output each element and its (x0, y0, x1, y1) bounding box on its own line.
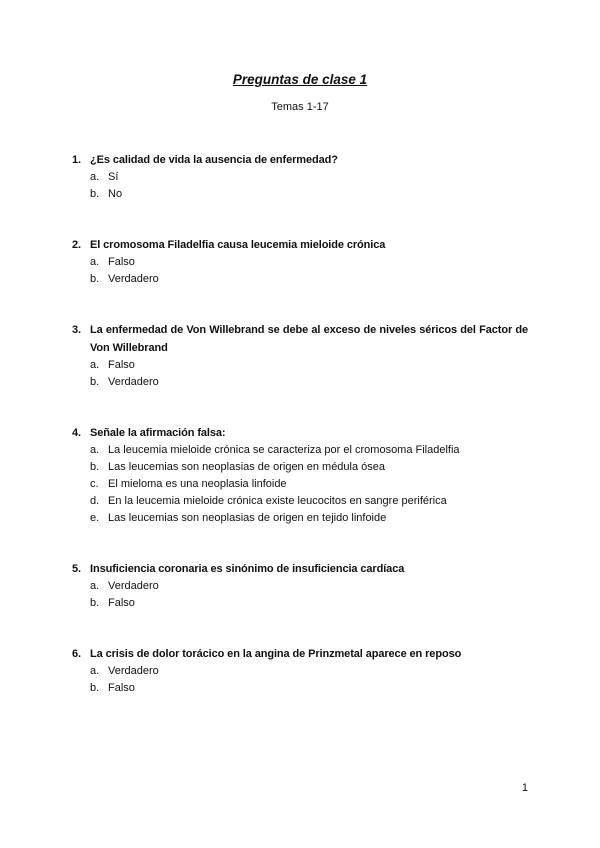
option-a (72, 254, 528, 271)
question-heading (72, 321, 528, 357)
page-number: 1 (521, 782, 528, 794)
option-text: Verdadero (108, 273, 159, 285)
question-text: El cromosoma Filadelfia causa leucemia mieloide crónica (90, 239, 386, 251)
question-number: 3. (72, 324, 81, 336)
option-letter: a. (90, 665, 100, 677)
option-a (72, 663, 528, 680)
option-text: Verdadero (108, 580, 159, 592)
question-1 (72, 151, 528, 203)
option-letter: b. (90, 682, 100, 694)
option-list (72, 442, 528, 527)
question-text: Insuficiencia coronaria es sinónimo de insuficiencia cardíaca (90, 563, 405, 575)
question-number: 4. (72, 427, 81, 439)
option-letter: c. (90, 478, 99, 490)
option-a (72, 442, 528, 459)
question-6 (72, 645, 528, 697)
option-b (72, 595, 528, 612)
option-list (72, 169, 528, 203)
question-5 (72, 560, 528, 612)
option-text: En la leucemia mieloide crónica existe leucocitos en sangre periférica (108, 495, 447, 507)
document-subtitle: Temas 1-17 (271, 101, 329, 113)
option-b (72, 271, 528, 288)
option-letter: a. (90, 359, 100, 371)
option-b (72, 680, 528, 697)
question-heading (72, 151, 528, 169)
option-letter: b. (90, 597, 100, 609)
option-list (72, 357, 528, 391)
option-letter: b. (90, 188, 100, 200)
document-title: Preguntas de clase 1 (232, 72, 368, 87)
option-letter: a. (90, 171, 100, 183)
option-letter: b. (90, 376, 100, 388)
option-text: Falso (108, 359, 135, 371)
question-number: 5. (72, 563, 81, 575)
question-3 (72, 321, 528, 391)
option-letter: a. (90, 580, 100, 592)
option-letter: b. (90, 461, 100, 473)
option-text: Verdadero (108, 665, 159, 677)
option-text: Sí (108, 171, 119, 183)
option-text: Las leucemias son neoplasias de origen en médula ósea (108, 461, 386, 473)
option-letter: a. (90, 256, 100, 268)
option-c (72, 476, 528, 493)
option-letter: a. (90, 444, 100, 456)
question-heading (72, 424, 528, 442)
option-a (72, 357, 528, 374)
question-heading (72, 560, 528, 578)
option-a (72, 578, 528, 595)
option-text: Falso (108, 597, 135, 609)
question-heading (72, 645, 528, 663)
option-a (72, 169, 528, 186)
option-list (72, 578, 528, 612)
question-4 (72, 424, 528, 527)
option-list (72, 254, 528, 288)
option-text: No (108, 188, 123, 200)
option-letter: d. (90, 495, 100, 507)
option-text: Verdadero (108, 376, 159, 388)
option-list (72, 663, 528, 697)
option-b (72, 459, 528, 476)
question-text: ¿Es calidad de vida la ausencia de enfermedad? (90, 154, 338, 166)
option-e (72, 510, 528, 527)
question-number: 6. (72, 648, 81, 660)
question-text: Señale la afirmación falsa: (90, 427, 226, 439)
option-text: Las leucemias son neoplasias de origen en tejido linfoide (108, 512, 387, 524)
option-text: La leucemia mieloide crónica se caracteriza por el cromosoma Filadelfia (108, 444, 460, 456)
option-letter: b. (90, 273, 100, 285)
option-text: El mieloma es una neoplasia linfoide (108, 478, 287, 490)
option-text: Falso (108, 682, 135, 694)
option-b (72, 374, 528, 391)
question-2 (72, 236, 528, 288)
option-letter: e. (90, 512, 100, 524)
question-number: 1. (72, 154, 81, 166)
question-heading (72, 236, 528, 254)
option-d (72, 493, 528, 510)
question-text: La crisis de dolor torácico en la angina de Prinzmetal aparece en reposo (90, 648, 462, 660)
question-text: La enfermedad de Von Willebrand se debe al exceso de niveles séricos del Factor de Von Willebrand (90, 324, 528, 354)
question-number: 2. (72, 239, 81, 251)
option-b (72, 186, 528, 203)
option-text: Falso (108, 256, 135, 268)
